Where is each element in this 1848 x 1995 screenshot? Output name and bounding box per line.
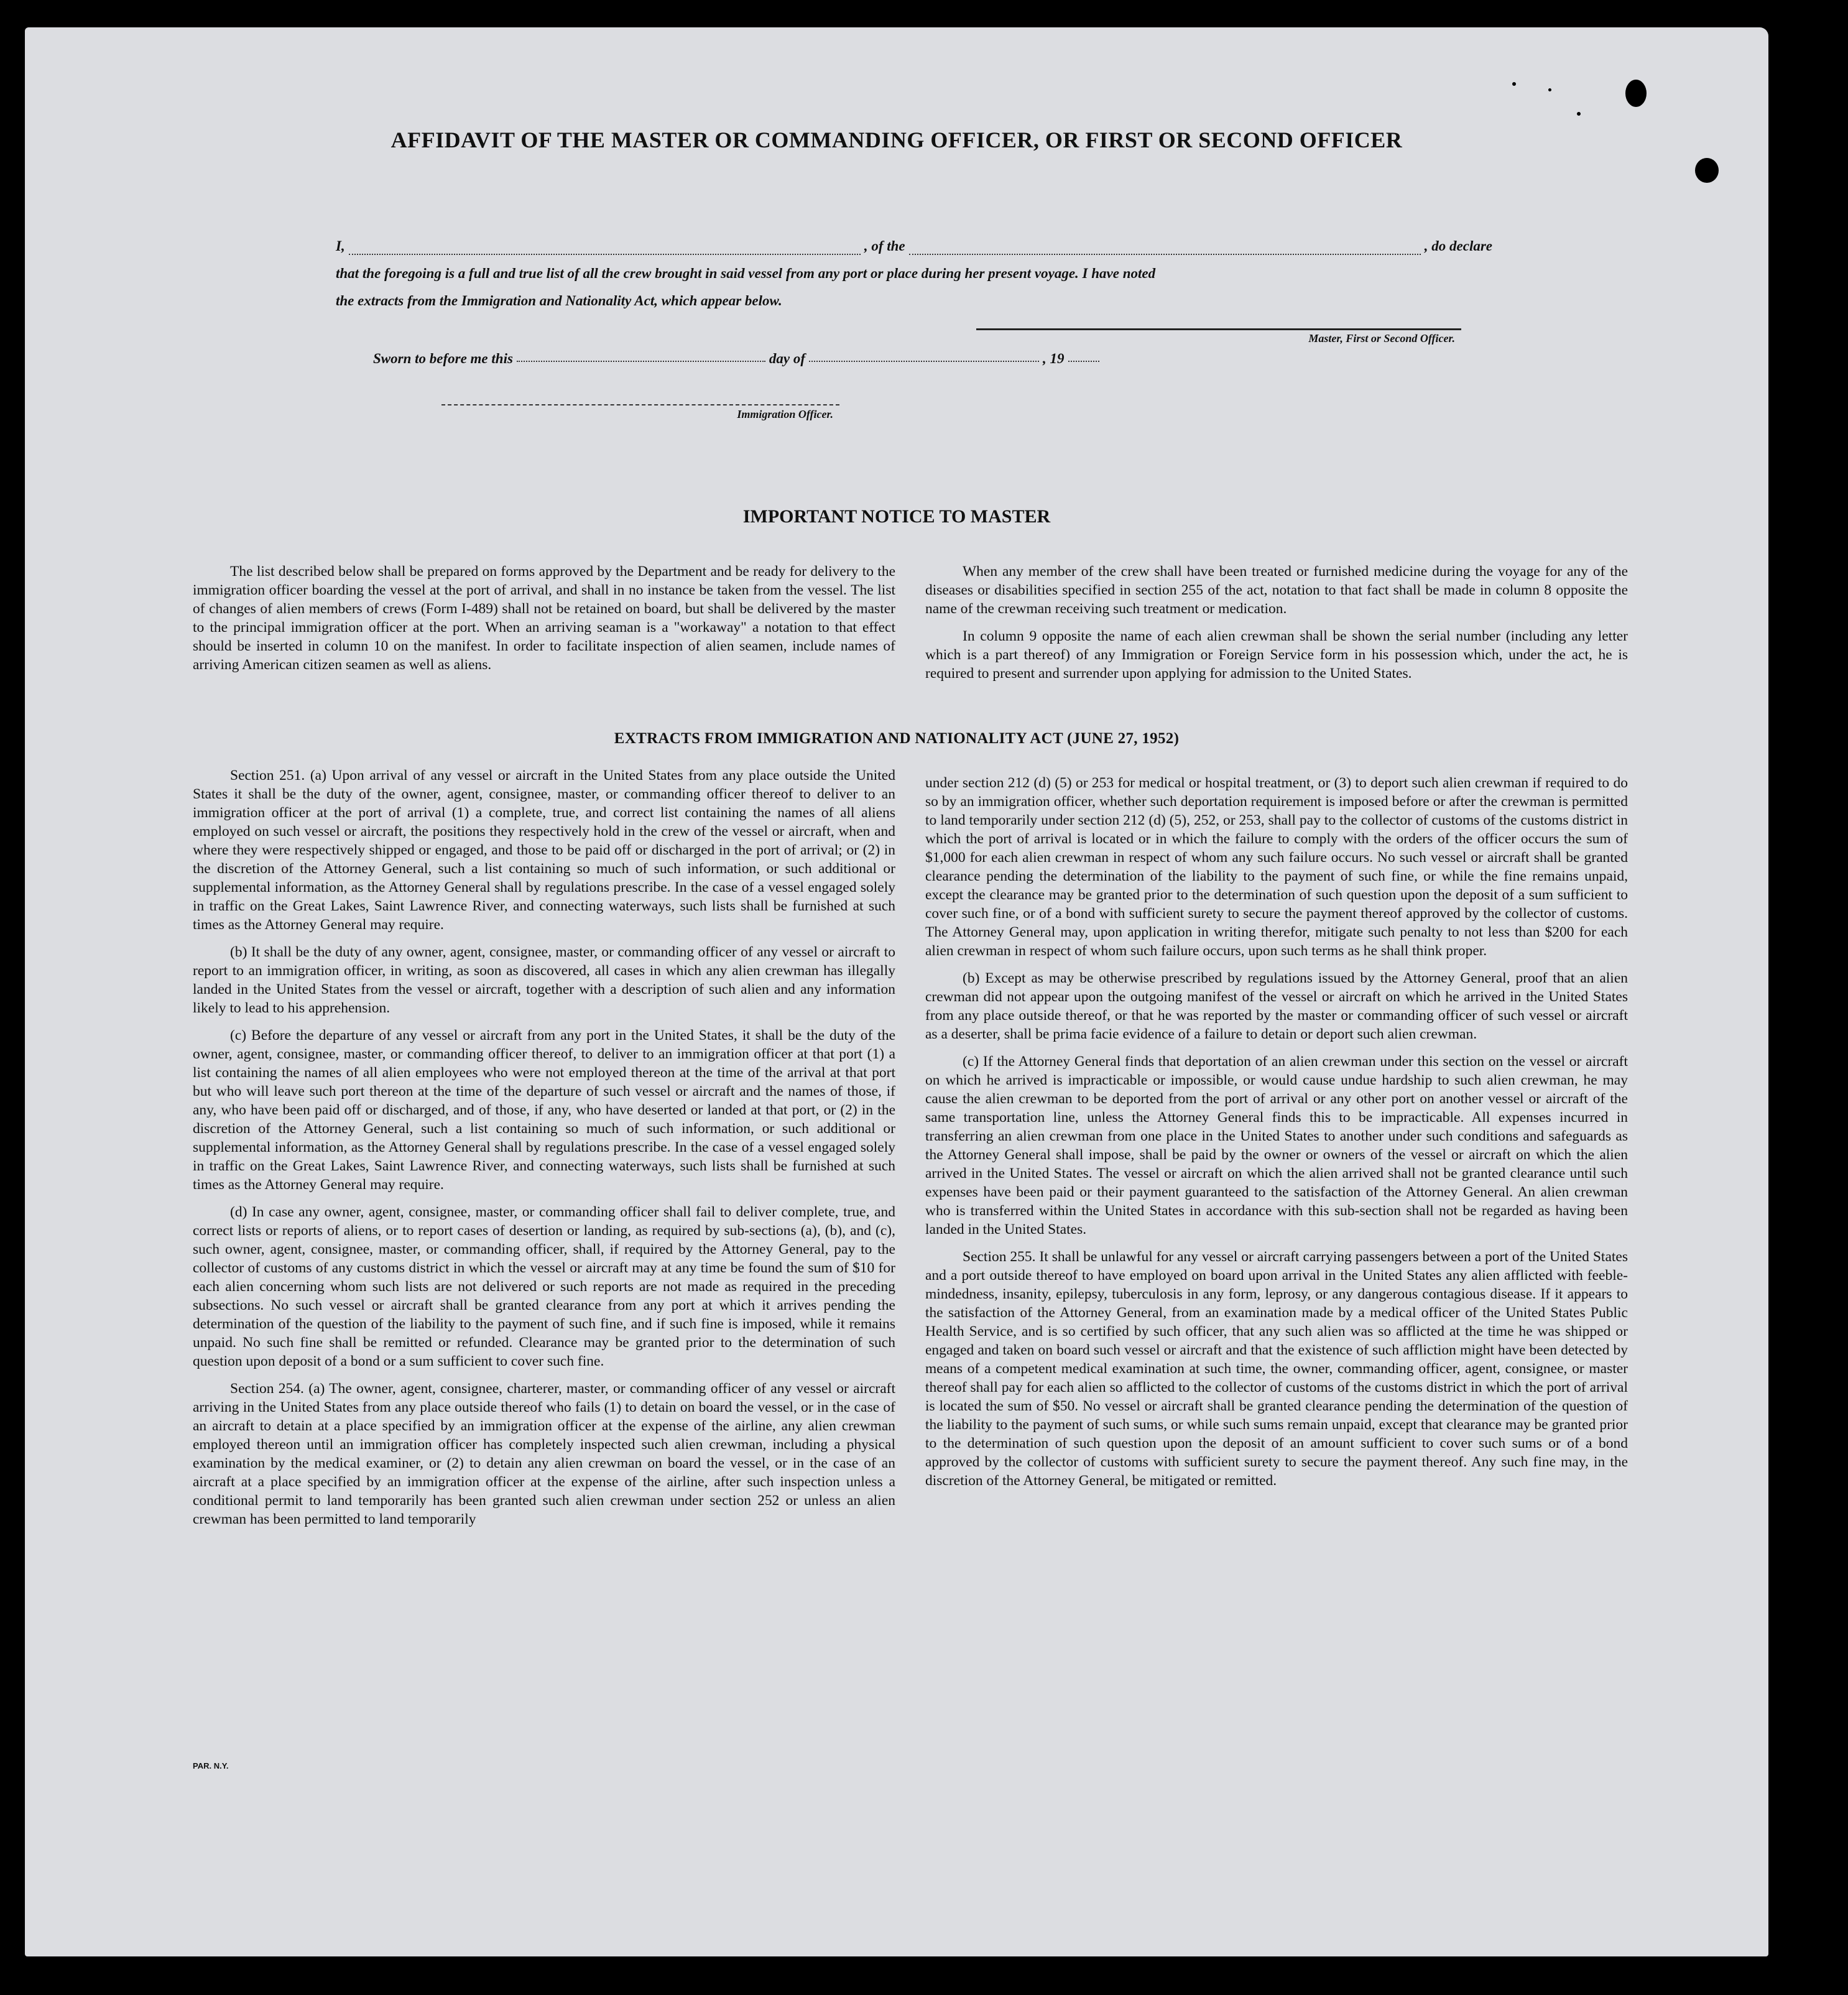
immigration-officer-label: Immigration Officer. (737, 408, 833, 420)
notice-left-column (193, 562, 895, 683)
declaration-i: I, (336, 238, 345, 254)
section-251a: Section 251. (a) Upon arrival of any vessel or aircraft in the United States from any place outside the United States it shall be the duty of the owner, agent, consignee, master, or commanding officer thereof to deliver to an immigration officer at the port of arrival (1) a complete, true, and correct list containing the names of all aliens employed on such vessel or aircraft, the positions they respectively hold in the crew of the vessel or aircraft, when and where they were respectively shipped or engaged, and those to be paid off or discharged in the port of arrival; or (2) in the discretion of the Attorney General, such a list containing so much of such information, or such additional or supplemental information, as the Attorney General shall by regulations prescribe. In the case of a vessel engaged solely in traffic on the Great Lakes, Saint Lawrence River, and connecting waterways, such lists shall be furnished at such times as the Attorney General may require. (193, 767, 895, 933)
sworn-day-of: day of (769, 351, 806, 366)
document-page (25, 27, 1768, 1956)
signature-label: Master, First or Second Officer. (1308, 332, 1455, 345)
sworn-line (373, 351, 1219, 367)
section-254b: (b) Except as may be otherwise prescribed by regulations issued by the Attorney General, proof that an alien crewman did not appear upon the outgoing manifest of the vessel or aircraft on which he arrived in the United States from any place outside thereof, or that he was reported by the master or commanding officer of such vessel or aircraft as a deserter, shall be prima facie evidence of a failure to detain or deport such alien crewman. (925, 970, 1628, 1042)
affidavit-declaration (336, 233, 1492, 315)
notice-right-paragraph-1: When any member of the crew shall have been treated or furnished medicine during the voyage for any of the diseases or disabilities specified in section 255 of the act, notation to that fact shall be made in column 8 opposite the name of the crewman receiving such treatment or medication. (925, 563, 1628, 617)
notice-title: IMPORTANT NOTICE TO MASTER (742, 506, 1051, 527)
sworn-month-blank[interactable] (809, 360, 1039, 362)
ink-speck (1577, 112, 1581, 116)
sworn-day-blank[interactable] (517, 360, 765, 362)
declaration-line-3: the extracts from the Immigration and Nationality Act, which appear below. (336, 293, 782, 308)
section-251d: (d) In case any owner, agent, consignee, master, or commanding officer shall fail to deliver complete, true, and correct lists or reports of aliens, or to report cases of desertion or landing, as required by sub-sections (a), (b), and (c), such owner, agent, consignee, master, or commanding officer, shall, if required by the Attorney General, pay to the collector of customs of any customs district in which the vessel or aircraft may at any time be found the sum of $10 for each alien concerning whom such lists are not delivered or such reports are not made as required in the preceding subsections. No such vessel or aircraft shall be granted clearance from any port at which it arrives pending the determination of the question of the liability to the payment of such fine, and if such fine is imposed, while it remains unpaid. No such fine shall be remitted or refunded. Clearance may be granted prior to the determination of such question upon deposit of a bond or a sum sufficient to cover such fine. (193, 1204, 895, 1369)
immigration-officer-line[interactable] (441, 404, 839, 405)
ink-blot (1625, 80, 1647, 107)
section-251c: (c) Before the departure of any vessel or aircraft from any port in the United States, it shall be the duty of the owner, agent, consignee, master, or commanding officer thereof, to deliver to an immigration officer at that port (1) a list containing the names of all alien employees who were not employed thereon at the time of the arrival at that port but who will leave such port thereon at the time of the departure of such vessel or aircraft and the names of those, if any, who have been paid off or discharged, and of those, if any, who have deserted or landed at that port, or (2) in the discretion of the Attorney General, such a list containing so much of such information, or such additional or supplemental information, as the Attorney General shall by regulations prescribe. In the case of a vessel engaged solely in traffic on the Great Lakes, Saint Lawrence River, and connecting waterways, such lists shall be furnished at such times as the Attorney General may require. (193, 1027, 895, 1193)
sworn-year: , 19 (1043, 351, 1065, 366)
sworn-prefix: Sworn to before me this (373, 351, 513, 366)
section-254a-continued: under section 212 (d) (5) or 253 for medical or hospital treatment, or (3) to deport such alien crewman if required to do so by an immigration officer, whether such deportation requirement is imposed before or after the crewman is permitted to land temporarily under section 212 (d) (5), 252, or 253, shall pay to the collector of customs of the customs district in which the port of arrival is located or in which the failure to comply with the orders of the officer occurs the sum of $1,000 for each alien crewman in respect of whom any such failure occurs. No such vessel or aircraft shall be granted clearance pending the determination of the liability to the payment of such fine, or while the fine remains unpaid, except the clearance may be granted prior to the determination of such question upon the deposit of a sum sufficient to cover such fine, or of a bond with sufficient surety to secure the payment thereof approved by the collector of customs. The Attorney General may, upon application in writing therefor, mitigate such penalty to not less than $200 for each alien crewman in respect of whom such failure occurs, upon such terms as he shall think proper. (925, 775, 1628, 959)
printer-mark: PAR. N.Y. (193, 1761, 229, 1771)
vessel-blank[interactable] (909, 253, 1421, 255)
notice-right-column (925, 562, 1628, 692)
declaration-line-2: that the foregoing is a full and true list of all the crew brought in said vessel from any port or place during her present voyage. I have noted (336, 266, 1156, 281)
sworn-year-blank[interactable] (1068, 360, 1099, 362)
declaration-line-1 (336, 233, 1492, 260)
declaration-of-the: , of the (864, 238, 905, 254)
notice-left-paragraph: The list described below shall be prepared on forms approved by the Department and be ready for delivery to the immigration officer boarding the vessel at the port of arrival, and shall in no instance be taken from the vessel. The list of changes of alien members of crews (Form I-489) shall not be retained on board, but shall be delivered by the master to the principal immigration officer at the port. When an arriving seaman is a "workaway" a notation to that effect should be inserted in column 10 on the manifest. In order to facilitate inspection of alien seamen, include names of arriving American citizen seamen as well as aliens. (193, 563, 895, 673)
signature-line[interactable] (976, 328, 1461, 330)
ink-blot (1695, 158, 1719, 183)
extracts-right-column (925, 774, 1628, 1499)
section-255: Section 255. It shall be unlawful for any vessel or aircraft carrying passengers between a port of the United States and a port outside thereof to have employed on board upon arrival in the United States any alien afflicted with feeble-mindedness, insanity, epilepsy, tuberculosis in any form, leprosy, or any dangerous contagious disease. If it appears to the satisfaction of the Attorney General, from an examination made by a medical officer of the United States Public Health Service, and is so certified by such officer, that any such alien was so afflicted at the time he was shipped or engaged and taken on board such vessel or aircraft and that the existence of such affliction might have been detected by means of a competent medical examination at such time, the owner, commanding officer, agent, consignee, or master thereof shall pay for each alien so afflicted to the collector of customs of the customs district in which the port of arrival is located the sum of $50. No vessel or aircraft shall be granted clearance pending the determination of the question of the liability to the payment of such sums, or while such sums remain unpaid, except that clearance may be granted prior to the determination of such question upon the deposit of an amount sufficient to cover such sums or of a bond approved by the collector of customs with sufficient surety to secure the payment thereof. Any such fine may, in the discretion of the Attorney General, be mitigated or remitted. (925, 1249, 1628, 1489)
extracts-title: EXTRACTS FROM IMMIGRATION AND NATIONALITY ACT (JUNE 27, 1952) (614, 730, 1180, 747)
section-251b: (b) It shall be the duty of any owner, agent, consignee, master, or commanding officer of any vessel or aircraft to report to an immigration officer, in writing, as soon as discovered, all cases in which any alien crewman has illegally landed in the United States from the vessel or aircraft, together with a description of such alien and any information likely to lead to his apprehension. (193, 944, 895, 1016)
affidavit-title: AFFIDAVIT OF THE MASTER OR COMMANDING OFFICER, OR FIRST OR SECOND OFFICER (390, 127, 1403, 152)
name-blank[interactable] (349, 253, 861, 255)
declaration-do-declare: , do declare (1424, 238, 1493, 254)
section-254c: (c) If the Attorney General finds that deportation of an alien crewman under this section on the vessel or aircraft on which he arrived is impracticable or impossible, or would cause undue hardship to such alien crewman, he may cause the alien crewman to be deported from the port of arrival or any other port on another vessel or aircraft of the same transportation line, unless the Attorney General finds this to be impracticable. All expenses incurred in transferring an alien crewman from one place in the United States to another under such conditions and safeguards as the Attorney General shall impose, shall be paid by the owner or owners of the vessel or aircraft on which the alien arrived in the United States. The vessel or aircraft on which the alien arrived shall not be granted clearance until such expenses have been paid or their payment guaranteed to the satisfaction of the Attorney General. An alien crewman who is transferred within the United States in accordance with this sub-section shall not be regarded as having been landed in the United States. (925, 1053, 1628, 1238)
ink-speck (1512, 82, 1516, 86)
extracts-left-column (193, 766, 895, 1537)
section-254a: Section 254. (a) The owner, agent, consignee, charterer, master, or commanding officer of any vessel or aircraft arriving in the United States from any place outside thereof who fails (1) to detain on board the vessel, or in the case of an aircraft to detain at a place specified by an immigration officer at the expense of the airline, any alien crewman employed thereon until an immigration officer has completely inspected such alien crewman, including a physical examination by the medical examiner, or (2) to detain any alien crewman on board the vessel, or in the case of an aircraft at a place specified by an immigration officer at the expense of the airline, after such inspection unless a conditional permit to land temporarily has been granted such alien crewman under section 252 or unless an alien crewman has been permitted to land temporarily (193, 1381, 895, 1527)
notice-right-paragraph-2: In column 9 opposite the name of each alien crewman shall be shown the serial number (including any letter which is a part thereof) of any Immigration or Foreign Service form in his possession which, under the act, he is required to present and surrender upon applying for admission to the United States. (925, 628, 1628, 682)
ink-speck (1548, 88, 1551, 91)
